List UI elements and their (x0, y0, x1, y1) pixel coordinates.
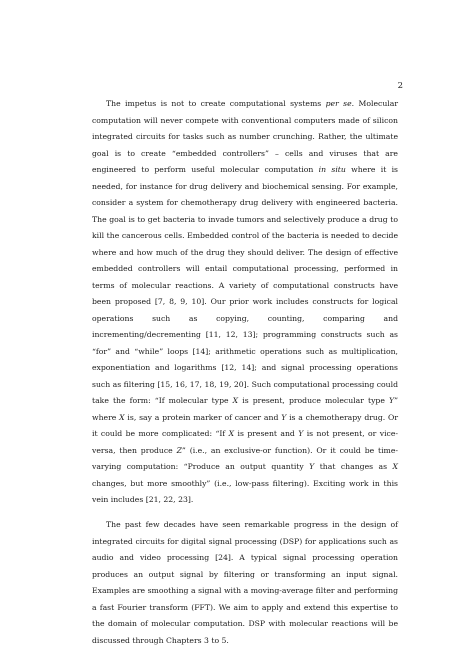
text-run: is present, produce molecular type (238, 396, 389, 405)
text-run: is, say a protein marker of cancer and (124, 412, 282, 422)
math-variable: X (232, 396, 239, 405)
text-run: The impetus is not to create computational systems (106, 99, 326, 108)
emphasis-per-se: per se. (325, 99, 355, 108)
math-variable: Y (281, 412, 287, 422)
text-run: ” (i.e., an exclusive-or function). Or it could be time-varying computation: “Produce an output quantity (92, 445, 398, 471)
body-text (92, 96, 398, 649)
text-run: Molecular computation will never compete with conventional computers made of silicon integrated circuits for tasks such as number crunching. Rather, the ultimate goal is to create “embedded controllers” – cells and viruses that are engineered to perform useful molecular computation (92, 99, 398, 174)
paragraph-embedded-controllers (92, 96, 398, 509)
math-variable: Y (298, 429, 304, 438)
paragraph-dsp: The past few decades have seen remarkable progress in the design of integrated circuits for digital signal processing (DSP) for applications such as audio and video processing [24]. A typical signal processing operation produces an output signal by filtering or transforming an input signal. Examples are smoothing a signal with a moving-average filter and performing a fast Fourier transform (FFT). We aim to apply and extend this expertise to the domain of molecular computation. DSP with molecular reactions will be discussed through Chapters 3 to 5. (92, 520, 398, 645)
math-variable: X (228, 429, 235, 438)
text-run: is present and (234, 429, 299, 438)
math-variable: X (392, 462, 398, 471)
text-run: where it is needed, for instance for drug delivery and biochemical sensing. For example, consider a system for chemotherapy drug delivery with engineered bacteria. The goal is to get bacteria to invade tumors and selectively produce a drug to kill the cancerous cells. Embedded control of the bacteria is needed to decide where and how much of the drug they should deliver. The design of effective embedded controllers will entail computational processing, performed in terms of molecular reactions. A variety of computational constructs have been proposed [7, 8, 9, 10]. Our prior work includes constructs for logical operations such as copying, counting, comparing and incrementing/decrementing [11, 12, 13]; programming constructs such as “for” and “while” loops [14]; arithmetic operations such as multiplication, exponentiation and logarithms [12, 14]; and signal processing operations such as filtering [15, 16, 17, 18, 19, 20]. Such computational processing could take the form: “If molecular type (92, 165, 398, 405)
math-variable: Z (176, 445, 182, 455)
math-variable: Y (388, 396, 395, 405)
math-variable: X (119, 412, 125, 422)
text-run: that changes as (314, 462, 393, 471)
math-variable: Y (309, 462, 315, 471)
text-run: ” where (92, 396, 398, 422)
page-number: 2 (397, 81, 403, 91)
text-run: changes, but more smoothly” (i.e., low-pass filtering). Exciting work in this vein includes [21, 22, 23]. (92, 478, 398, 504)
text-run: is a chemotherapy drug. Or it could be more complicated: “If (92, 412, 399, 438)
text-run: is not present, or vice-versa, then produce (92, 429, 398, 455)
emphasis-in-situ: in situ (318, 165, 346, 174)
